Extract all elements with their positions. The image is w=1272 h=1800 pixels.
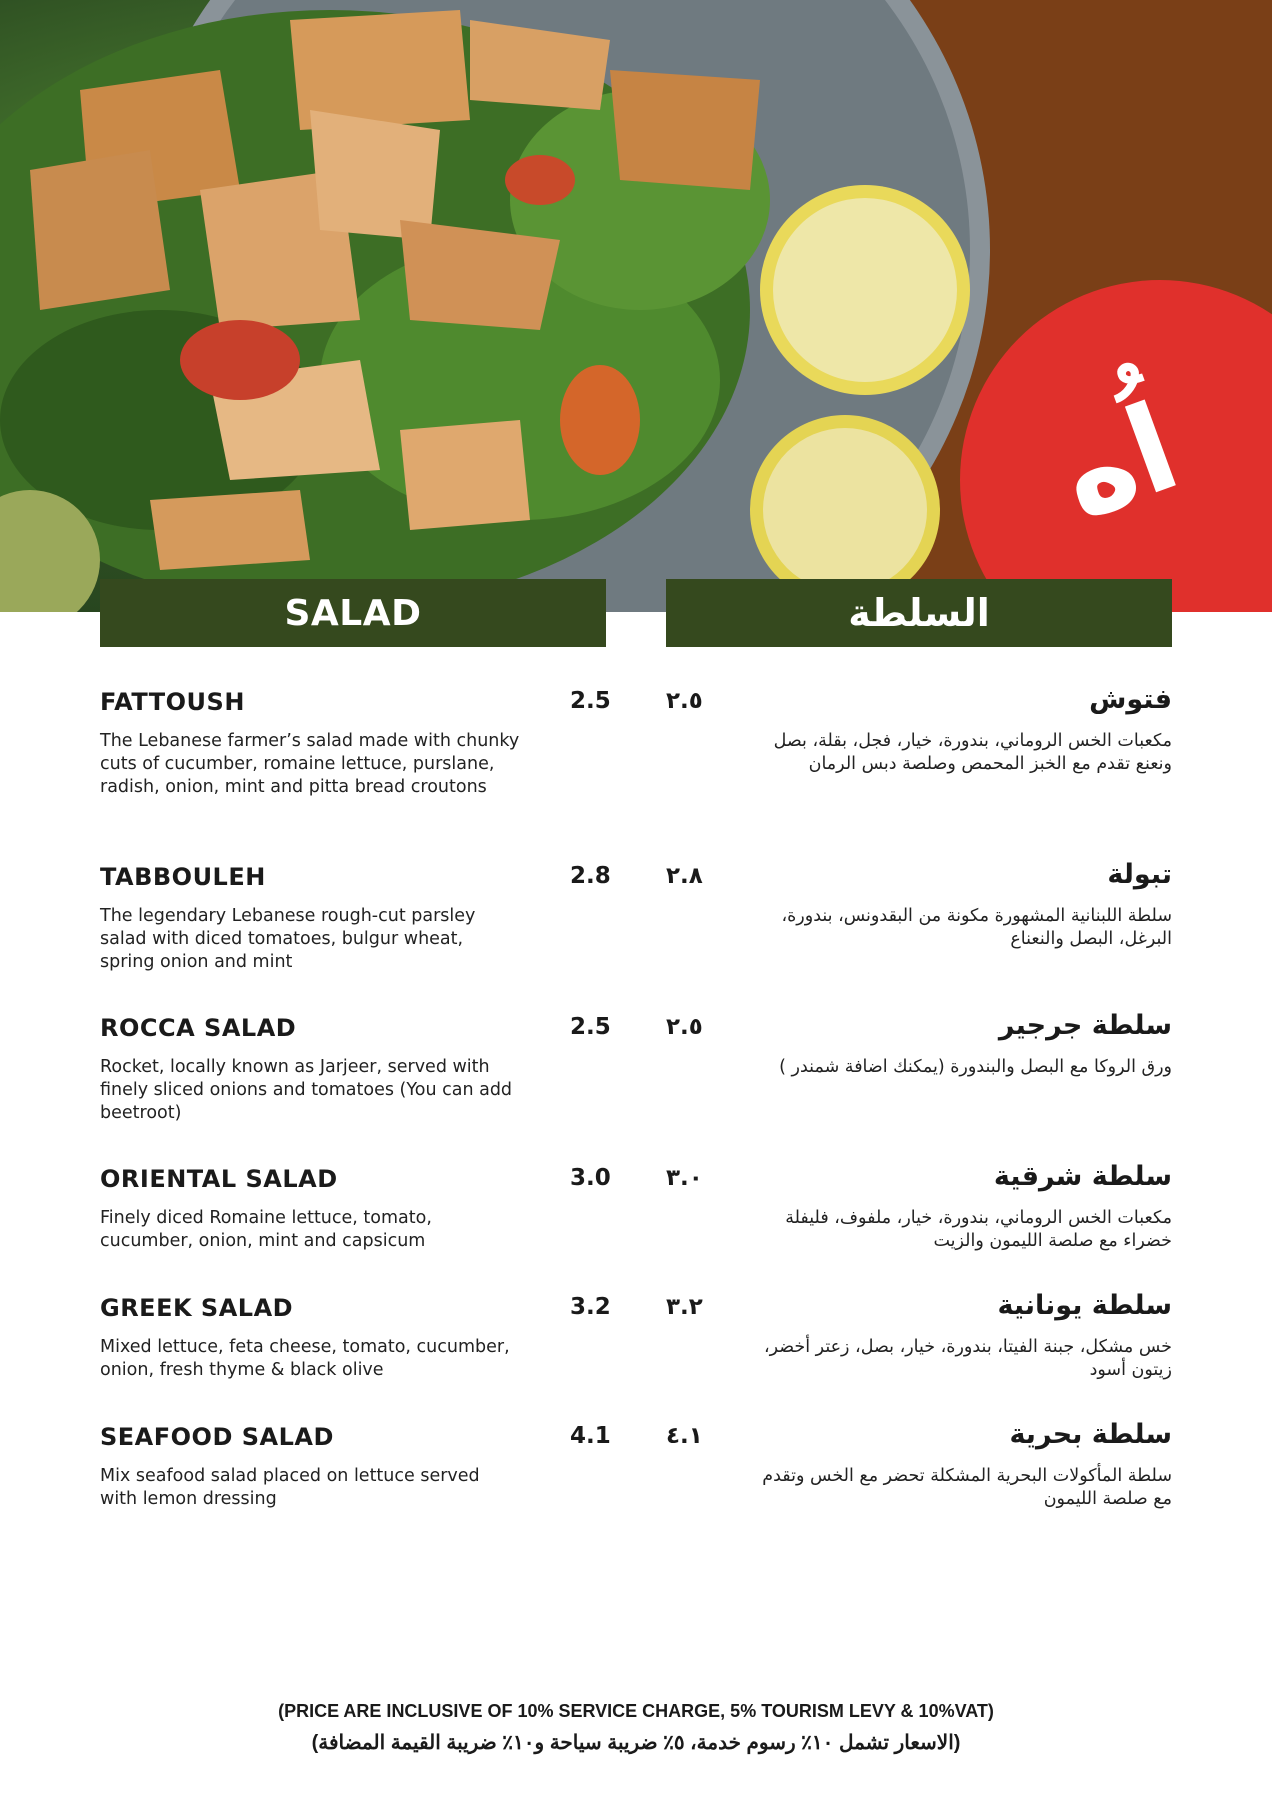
item-description-en: The Lebanese farmer’s salad made with chunky cuts of cucumber, romaine lettuce, purslane, radish, onion, mint and pitta bread croutons xyxy=(100,731,520,797)
item-description-en: Finely diced Romaine lettuce, tomato, cucumber, onion, mint and capsicum xyxy=(100,1208,432,1251)
item-description-en: The legendary Lebanese rough-cut parsley salad with diced tomatoes, bulgur wheat, spring onion and mint xyxy=(100,906,476,972)
item-description-en: Mix seafood salad placed on lettuce served with lemon dressing xyxy=(100,1466,480,1509)
item-name-ar: فتوش xyxy=(1089,684,1172,715)
heading-salad-en: SALAD xyxy=(100,579,606,647)
svg-text:اُه: اُه xyxy=(1042,378,1196,548)
menu-item-rocca-salad xyxy=(100,1010,1172,1124)
footer-note-en: (PRICE ARE INCLUSIVE OF 10% SERVICE CHARGE, 5% TOURISM LEVY & 10%VAT) xyxy=(278,1701,994,1721)
item-name-ar: تبولة xyxy=(1107,859,1172,890)
menu-item-fattoush xyxy=(100,684,1172,818)
item-description-en: Rocket, locally known as Jarjeer, served with finely sliced onions and tomatoes (You can add beetroot) xyxy=(100,1057,513,1123)
item-price-ar: ٢.٨ xyxy=(666,863,703,889)
item-description-ar: سلطة المأكولات البحرية المشكلة تحضر مع الخس وتقدم مع صلصة الليمون xyxy=(762,1466,1172,1509)
item-price-ar: ٣.٢ xyxy=(666,1294,703,1320)
item-name-ar: سلطة جرجير xyxy=(998,1010,1172,1041)
menu-item-greek-salad xyxy=(100,1290,1172,1389)
item-price-en: 3.2 xyxy=(570,1294,611,1320)
item-name-ar: سلطة يونانية xyxy=(997,1290,1172,1321)
item-price-ar: ٢.٥ xyxy=(666,1014,703,1040)
item-description-en: Mixed lettuce, feta cheese, tomato, cucumber, onion, fresh thyme & black olive xyxy=(100,1337,510,1380)
item-price-en: 2.8 xyxy=(570,863,611,889)
hero-salad-photo xyxy=(0,0,1272,612)
menu-item-tabbouleh xyxy=(100,859,1172,973)
item-description-ar: مكعبات الخس الروماني، بندورة، خيار، ملفوف، فليفلة خضراء مع صلصة الليمون والزيت xyxy=(785,1208,1172,1251)
item-name-en: FATTOUSH xyxy=(100,688,245,716)
heading-salad-ar: السلطة xyxy=(666,579,1172,647)
item-description-ar: سلطة اللبنانية المشهورة مكونة من البقدونس، بندورة، البرغل، البصل والنعناع xyxy=(781,906,1172,949)
item-name-en: ORIENTAL SALAD xyxy=(100,1165,338,1193)
item-description-ar: ورق الروكا مع البصل والبندورة (يمكنك اضافة شمندر ) xyxy=(779,1057,1172,1077)
item-description-ar: خس مشكل، جبنة الفيتا، بندورة، خيار، بصل، زعتر أخضر، زيتون أسود xyxy=(763,1337,1172,1380)
item-name-en: ROCCA SALAD xyxy=(100,1014,297,1042)
item-name-en: GREEK SALAD xyxy=(100,1294,294,1322)
menu-item-seafood-salad xyxy=(100,1419,1172,1518)
item-price-en: 3.0 xyxy=(570,1165,611,1191)
item-price-ar: ٤.١ xyxy=(666,1423,703,1449)
salad-illustration xyxy=(0,0,1272,612)
item-name-en: TABBOULEH xyxy=(100,863,266,891)
menu-item-oriental-salad xyxy=(100,1161,1172,1260)
item-name-ar: سلطة بحرية xyxy=(1009,1419,1172,1450)
item-price-ar: ٣.٠ xyxy=(666,1165,703,1191)
item-price-en: 2.5 xyxy=(570,688,611,714)
item-price-ar: ٢.٥ xyxy=(666,688,703,714)
item-name-ar: سلطة شرقية xyxy=(993,1161,1172,1192)
item-price-en: 4.1 xyxy=(570,1423,611,1449)
item-name-en: SEAFOOD SALAD xyxy=(100,1423,334,1451)
item-description-ar: مكعبات الخس الروماني، بندورة، خيار، فجل، بقلة، بصل ونعنع تقدم مع الخبز المحمص وصلصة دبس الرمان xyxy=(773,731,1172,774)
footer-note-ar: (الاسعار تشمل ١٠٪ رسوم خدمة، ٥٪ ضريبة سياحة و١٠٪ ضريبة القيمة المضافة) xyxy=(311,1732,961,1754)
item-price-en: 2.5 xyxy=(570,1014,611,1040)
